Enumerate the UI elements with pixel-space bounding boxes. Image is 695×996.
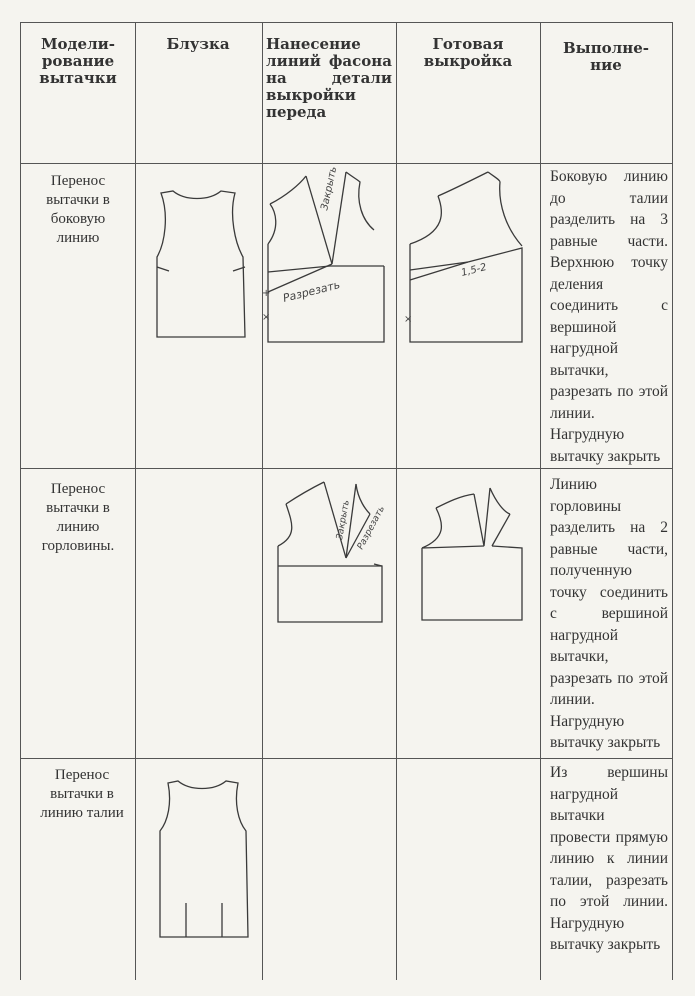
row1-blouse-sketch	[145, 185, 255, 345]
row1-cut-label: Разрезать	[281, 278, 342, 305]
grid-line-h2	[20, 468, 673, 469]
header-modeling: Модели-рование вытачки	[39, 35, 117, 87]
row2-cut-label: Разрезать	[355, 504, 388, 552]
grid-line-v1	[135, 22, 136, 980]
header-blouse: Блузка	[166, 35, 230, 53]
row3-modeling-text: Перенос вытачки в линию талии	[40, 767, 124, 821]
row3-blouse-sketch	[150, 775, 260, 945]
row1-mark-x2: ×	[262, 312, 271, 323]
grid-line-h3	[20, 758, 673, 759]
row2-finished-sketch	[396, 474, 540, 624]
row1-close-label: Закрыть	[319, 165, 340, 212]
row2-style-lines-sketch	[262, 474, 396, 624]
row2-modeling-text: Перенос вытачки в линию горловины.	[41, 481, 115, 554]
row1-execution-text: Боковую линию до талии разделить на 3 равные части. Верхнюю точку деления соединить с вершиной нагрудной вытачки, разрезать по этой линии. Нагрудную вытачку закрыть	[550, 168, 668, 465]
row1-mark-x1: +	[262, 288, 271, 299]
row1-modeling-text: Перенос вытачки в боковую линию	[46, 173, 110, 246]
row1-style-lines-sketch	[262, 165, 396, 348]
row2-close-label: Закрыть	[335, 499, 352, 541]
header-style-lines: Нанесение линий фасона на детали выкройки переда	[266, 35, 392, 121]
header-execution: Выполне-ние	[562, 39, 650, 74]
row1-finished-mark: ×	[404, 314, 413, 325]
row2-execution-text: Линию горловины разделить на 2 равные части, полученную точку соединить с вершиной нагрудной вытачки, разрезать по этой линии. Нагрудную вытачку закрыть	[550, 476, 668, 751]
header-finished-pattern: Готовая выкройка	[423, 35, 513, 70]
row1-finished-sketch	[396, 168, 540, 348]
row3-execution-text: Из вершины нагрудной вытачки провести прямую линию к линии талии, разрезать по этой линии. Нагрудную вытачку закрыть	[550, 764, 668, 953]
grid-line-v5	[672, 22, 673, 980]
row1-measure-label: 1,5-2	[460, 261, 488, 279]
grid-line-v4	[540, 22, 541, 980]
grid-line-h0	[20, 22, 673, 23]
grid-line-v0	[20, 22, 21, 980]
grid-line-h1	[20, 163, 673, 164]
